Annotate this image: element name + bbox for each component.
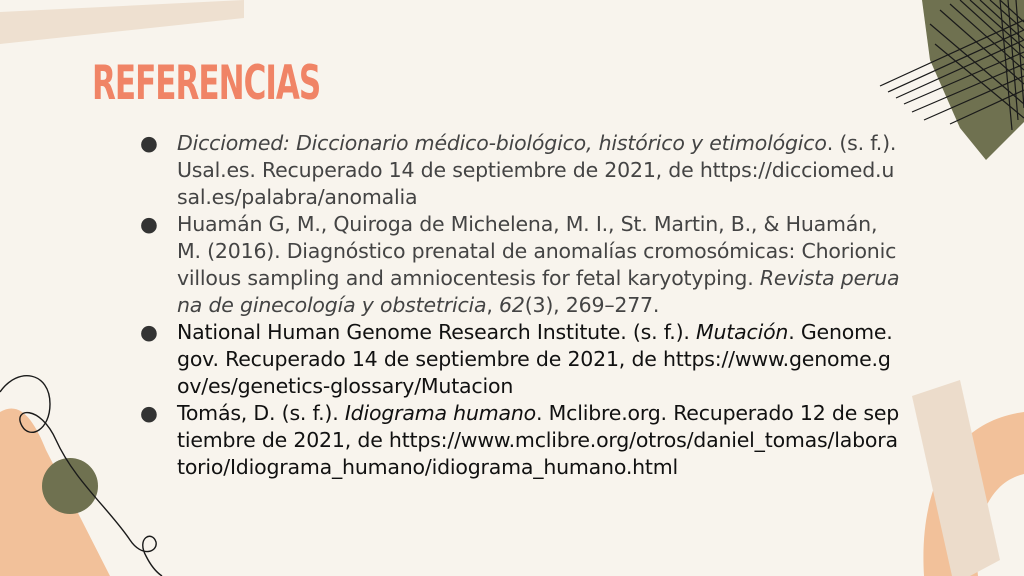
bullet-icon: ● — [140, 320, 158, 344]
reference-item — [140, 211, 900, 319]
reference-text: Tomás, D. (s. f.). — [177, 401, 345, 425]
reference-item — [140, 400, 900, 481]
bullet-icon: ● — [140, 131, 158, 155]
bullet-icon: ● — [140, 212, 158, 236]
reference-journal: Revista peruana de ginecología y obstetricia — [177, 266, 900, 317]
reference-title: Idiograma humano — [344, 401, 537, 425]
reference-title: Dicciomed: Diccionario médico-biológico, histórico y etimológico — [177, 131, 827, 155]
reference-text: . Genome.gov. Recuperado 14 de septiembre de 2021, de https://www.genome.gov/es/genetics-glossary/Mutacion — [177, 320, 893, 398]
bullet-icon: ● — [140, 401, 158, 425]
page-title: REFERENCIAS — [92, 56, 321, 111]
cream-stripe-top-left — [0, 0, 244, 44]
reference-text: (3), 269–277. — [524, 293, 660, 317]
reference-text: , — [486, 293, 500, 317]
reference-title: Mutación — [696, 320, 789, 344]
reference-text: . (s. f.). Usal.es. Recuperado 14 de septiembre de 2021, de https://dicciomed.usal.es/palabra/anomalia — [177, 131, 897, 209]
olive-circle-bottom-left — [42, 458, 98, 514]
references-list — [140, 130, 900, 481]
reference-item — [140, 130, 900, 211]
reference-text: National Human Genome Research Institute. (s. f.). — [177, 320, 697, 344]
reference-volume: 62 — [499, 293, 525, 317]
reference-text: Huamán G, M., Quiroga de Michelena, M. I., St. Martin, B., & Huamán, M. (2016). Diagnóstico prenatal de anomalías cromosómicas: Chorionic villous sampling and amniocentesis for fetal karyotyping. — [177, 212, 897, 290]
reference-item — [140, 319, 900, 400]
reference-text: . Mclibre.org. Recuperado 12 de septiembre de 2021, de https://www.mclibre.org/otros/daniel_tomas/laboratorio/Idiograma_humano/idiograma_humano.html — [177, 401, 900, 479]
